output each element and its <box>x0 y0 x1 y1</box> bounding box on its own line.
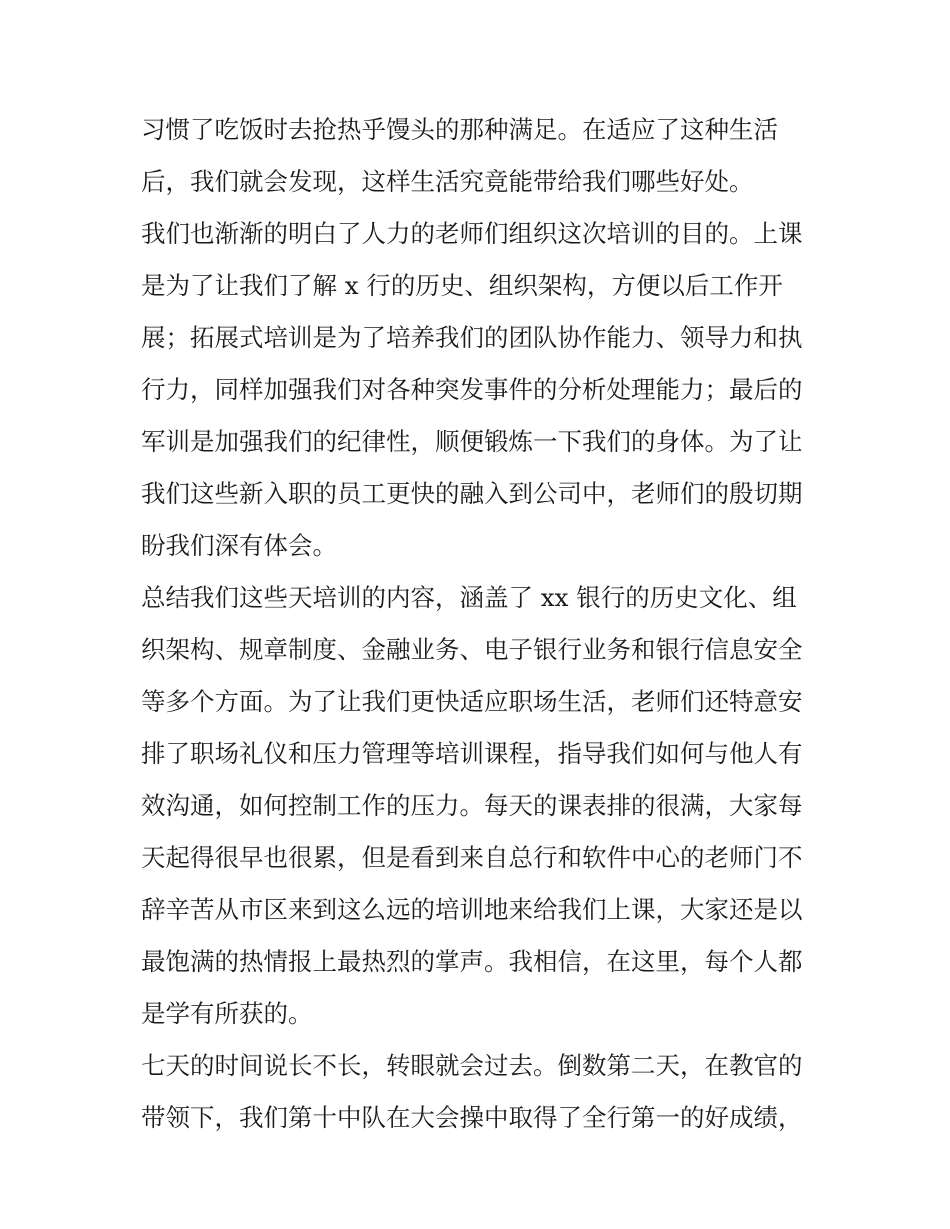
text-line: 排了职场礼仪和压力管理等培训课程，指导我们如何与他人有 <box>141 739 803 768</box>
text-line: 织架构、规章制度、金融业务、电子银行业务和银行信息安全 <box>141 635 803 664</box>
text-line: 是为了让我们了解 x 行的历史、组织架构，方便以后工作开 <box>141 271 783 300</box>
text-line: 带领下，我们第十中队在大会操中取得了全行第一的好成绩， <box>141 1103 803 1132</box>
text-line: 七天的时间说长不长，转眼就会过去。倒数第二天，在教官的 <box>141 1051 803 1080</box>
text-line: 展；拓展式培训是为了培养我们的团队协作能力、领导力和执 <box>141 323 803 352</box>
text-line: 效沟通，如何控制工作的压力。每天的课表排的很满，大家每 <box>141 791 803 820</box>
text-line: 行力，同样加强我们对各种突发事件的分析处理能力；最后的 <box>141 375 803 404</box>
text-line: 军训是加强我们的纪律性，顺便锻炼一下我们的身体。为了让 <box>141 427 803 456</box>
text-line: 总结我们这些天培训的内容，涵盖了 xx 银行的历史文化、组 <box>141 583 797 612</box>
text-line: 最饱满的热情报上最热烈的掌声。我相信，在这里，每个人都 <box>141 947 803 976</box>
text-line: 等多个方面。为了让我们更快适应职场生活，老师们还特意安 <box>141 687 803 716</box>
text-line: 后，我们就会发现，这样生活究竟能带给我们哪些好处。 <box>141 167 754 196</box>
text-line: 我们也渐渐的明白了人力的老师们组织这次培训的目的。上课 <box>141 219 803 248</box>
text-line: 辞辛苦从市区来到这么远的培训地来给我们上课，大家还是以 <box>141 895 803 924</box>
text-line: 我们这些新入职的员工更快的融入到公司中，老师们的殷切期 <box>141 479 803 508</box>
text-line: 习惯了吃饭时去抢热乎馒头的那种满足。在适应了这种生活 <box>141 115 778 144</box>
text-line: 天起得很早也很累，但是看到来自总行和软件中心的老师门不 <box>141 843 803 872</box>
document-body <box>141 104 821 1144</box>
text-line: 是学有所获的。 <box>141 999 313 1028</box>
text-line: 盼我们深有体会。 <box>141 531 337 560</box>
